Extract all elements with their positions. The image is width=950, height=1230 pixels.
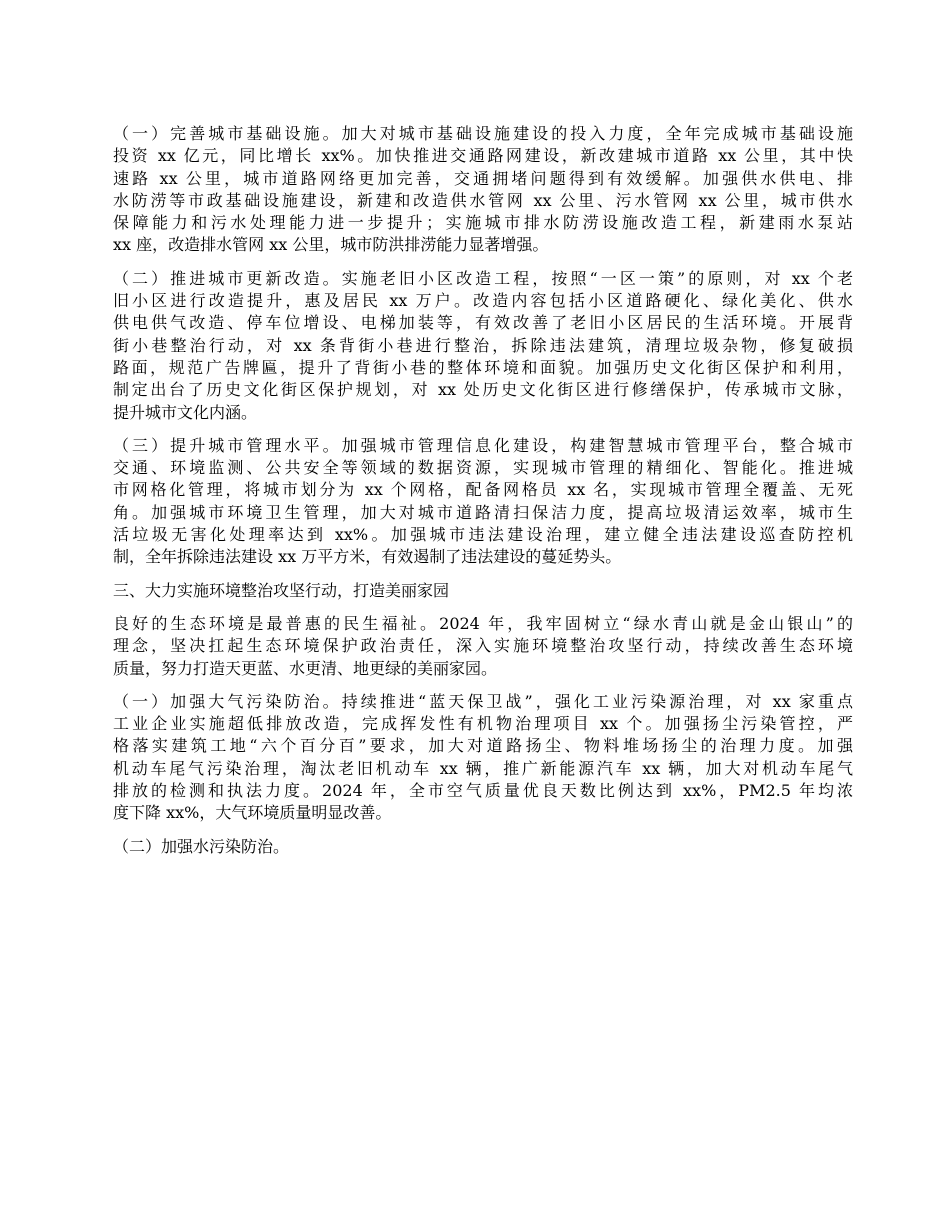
text-line: 市网格化管理，将城市划分为 xx 个网格，配备网格员 xx 名，实现城市管理全覆盖、无死 (113, 480, 853, 500)
text-line: 路面，规范广告牌匾，提升了背街小巷的整体环境和面貌。加强历史文化街区保护和利用， (113, 357, 853, 377)
text-line: （一）加强大气污染防治。持续推进“蓝天保卫战”，强化工业污染源治理，对 xx 家重点 (113, 691, 853, 711)
text-line: 理念，坚决扛起生态环境保护政治责任，深入实施环境整治攻坚行动，持续改善生态环境 (113, 636, 853, 656)
text-line: 机动车尾气污染治理，淘汰老旧机动车 xx 辆，推广新能源汽车 xx 辆，加大对机动车尾气 (113, 758, 853, 778)
text-line: 供电供气改造、停车位增设、电梯加装等，有效改善了老旧小区居民的生活环境。开展背 (113, 313, 853, 333)
text-line: （三）提升城市管理水平。加强城市管理信息化建设，构建智慧城市管理平台，整合城市 (113, 435, 853, 455)
text-line: xx 座，改造排水管网 xx 公里，城市防洪排涝能力显著增强。 (113, 235, 549, 255)
text-line: 提升城市文化内涵。 (113, 402, 258, 422)
text-line: 质量，努力打造天更蓝、水更清、地更绿的美丽家园。 (113, 658, 498, 678)
text-line: 度下降 xx%，大气环境质量明显改善。 (113, 803, 392, 823)
text-line: 交通、环境监测、公共安全等领域的数据资源，实现城市管理的精细化、智能化。推进城 (113, 458, 853, 478)
paragraph-urban-renewal (113, 268, 853, 424)
paragraph-urban-infrastructure (113, 123, 853, 257)
text-line: 制，全年拆除违法建设 xx 万平方米，有效遏制了违法建设的蔓延势头。 (113, 547, 622, 567)
text-line: 格落实建筑工地“六个百分百”要求，加大对道路扬尘、物料堆场扬尘的治理力度。加强 (113, 736, 853, 756)
text-line: 保障能力和污水处理能力进一步提升；实施城市排水防涝设施改造工程，新建雨水泵站 (113, 213, 853, 233)
paragraph-environment-intro (113, 613, 853, 680)
document-page (113, 123, 853, 869)
text-line: 排放的检测和执法力度。2024 年，全市空气质量优良天数比例达到 xx%，PM2.5 年均浓 (113, 781, 853, 801)
paragraph-water-pollution (113, 836, 853, 858)
text-line: （一）完善城市基础设施。加大对城市基础设施建设的投入力度，全年完成城市基础设施 (113, 124, 853, 143)
text-line: 街小巷整治行动，对 xx 条背街小巷进行整治，拆除违法建筑，清理垃圾杂物，修复破损 (113, 335, 853, 355)
text-line: 活垃圾无害化处理率达到 xx%。加强城市违法建设治理，建立健全违法建设巡查防控机 (113, 525, 853, 545)
text-line: 投资 xx 亿元，同比增长 xx%。加快推进交通路网建设，新改建城市道路 xx 公里，其中快 (113, 146, 853, 166)
text-line: 角。加强城市环境卫生管理，加大对城市道路清扫保洁力度，提高垃圾清运效率，城市生 (113, 502, 853, 522)
text-line: 制定出台了历史文化街区保护规划，对 xx 处历史文化街区进行修缮保护，传承城市文脉， (113, 380, 853, 400)
section-heading-environment (113, 580, 853, 602)
text-line: 速路 xx 公里，城市道路网络更加完善，交通拥堵问题得到有效缓解。加强供水供电、排 (113, 168, 853, 188)
paragraph-urban-management (113, 435, 853, 569)
text-line: 工业企业实施超低排放改造，完成挥发性有机物治理项目 xx 个。加强扬尘污染管控，严 (113, 714, 853, 734)
paragraph-air-pollution (113, 691, 853, 825)
text-line: （二）推进城市更新改造。实施老旧小区改造工程，按照“一区一策”的原则，对 xx 个老 (113, 268, 853, 288)
text-line: 旧小区进行改造提升，惠及居民 xx 万户。改造内容包括小区道路硬化、绿化美化、供水 (113, 291, 853, 311)
text-line: 良好的生态环境是最普惠的民生福祉。2024 年，我牢固树立“绿水青山就是金山银山”的 (113, 613, 853, 633)
heading-text: 三、大力实施环境整治攻坚行动，打造美丽家园 (113, 580, 450, 600)
text-line: （二）加强水污染防治。 (113, 836, 290, 856)
text-line: 水防涝等市政基础设施建设，新建和改造供水管网 xx 公里、污水管网 xx 公里，城市供水 (113, 190, 853, 210)
